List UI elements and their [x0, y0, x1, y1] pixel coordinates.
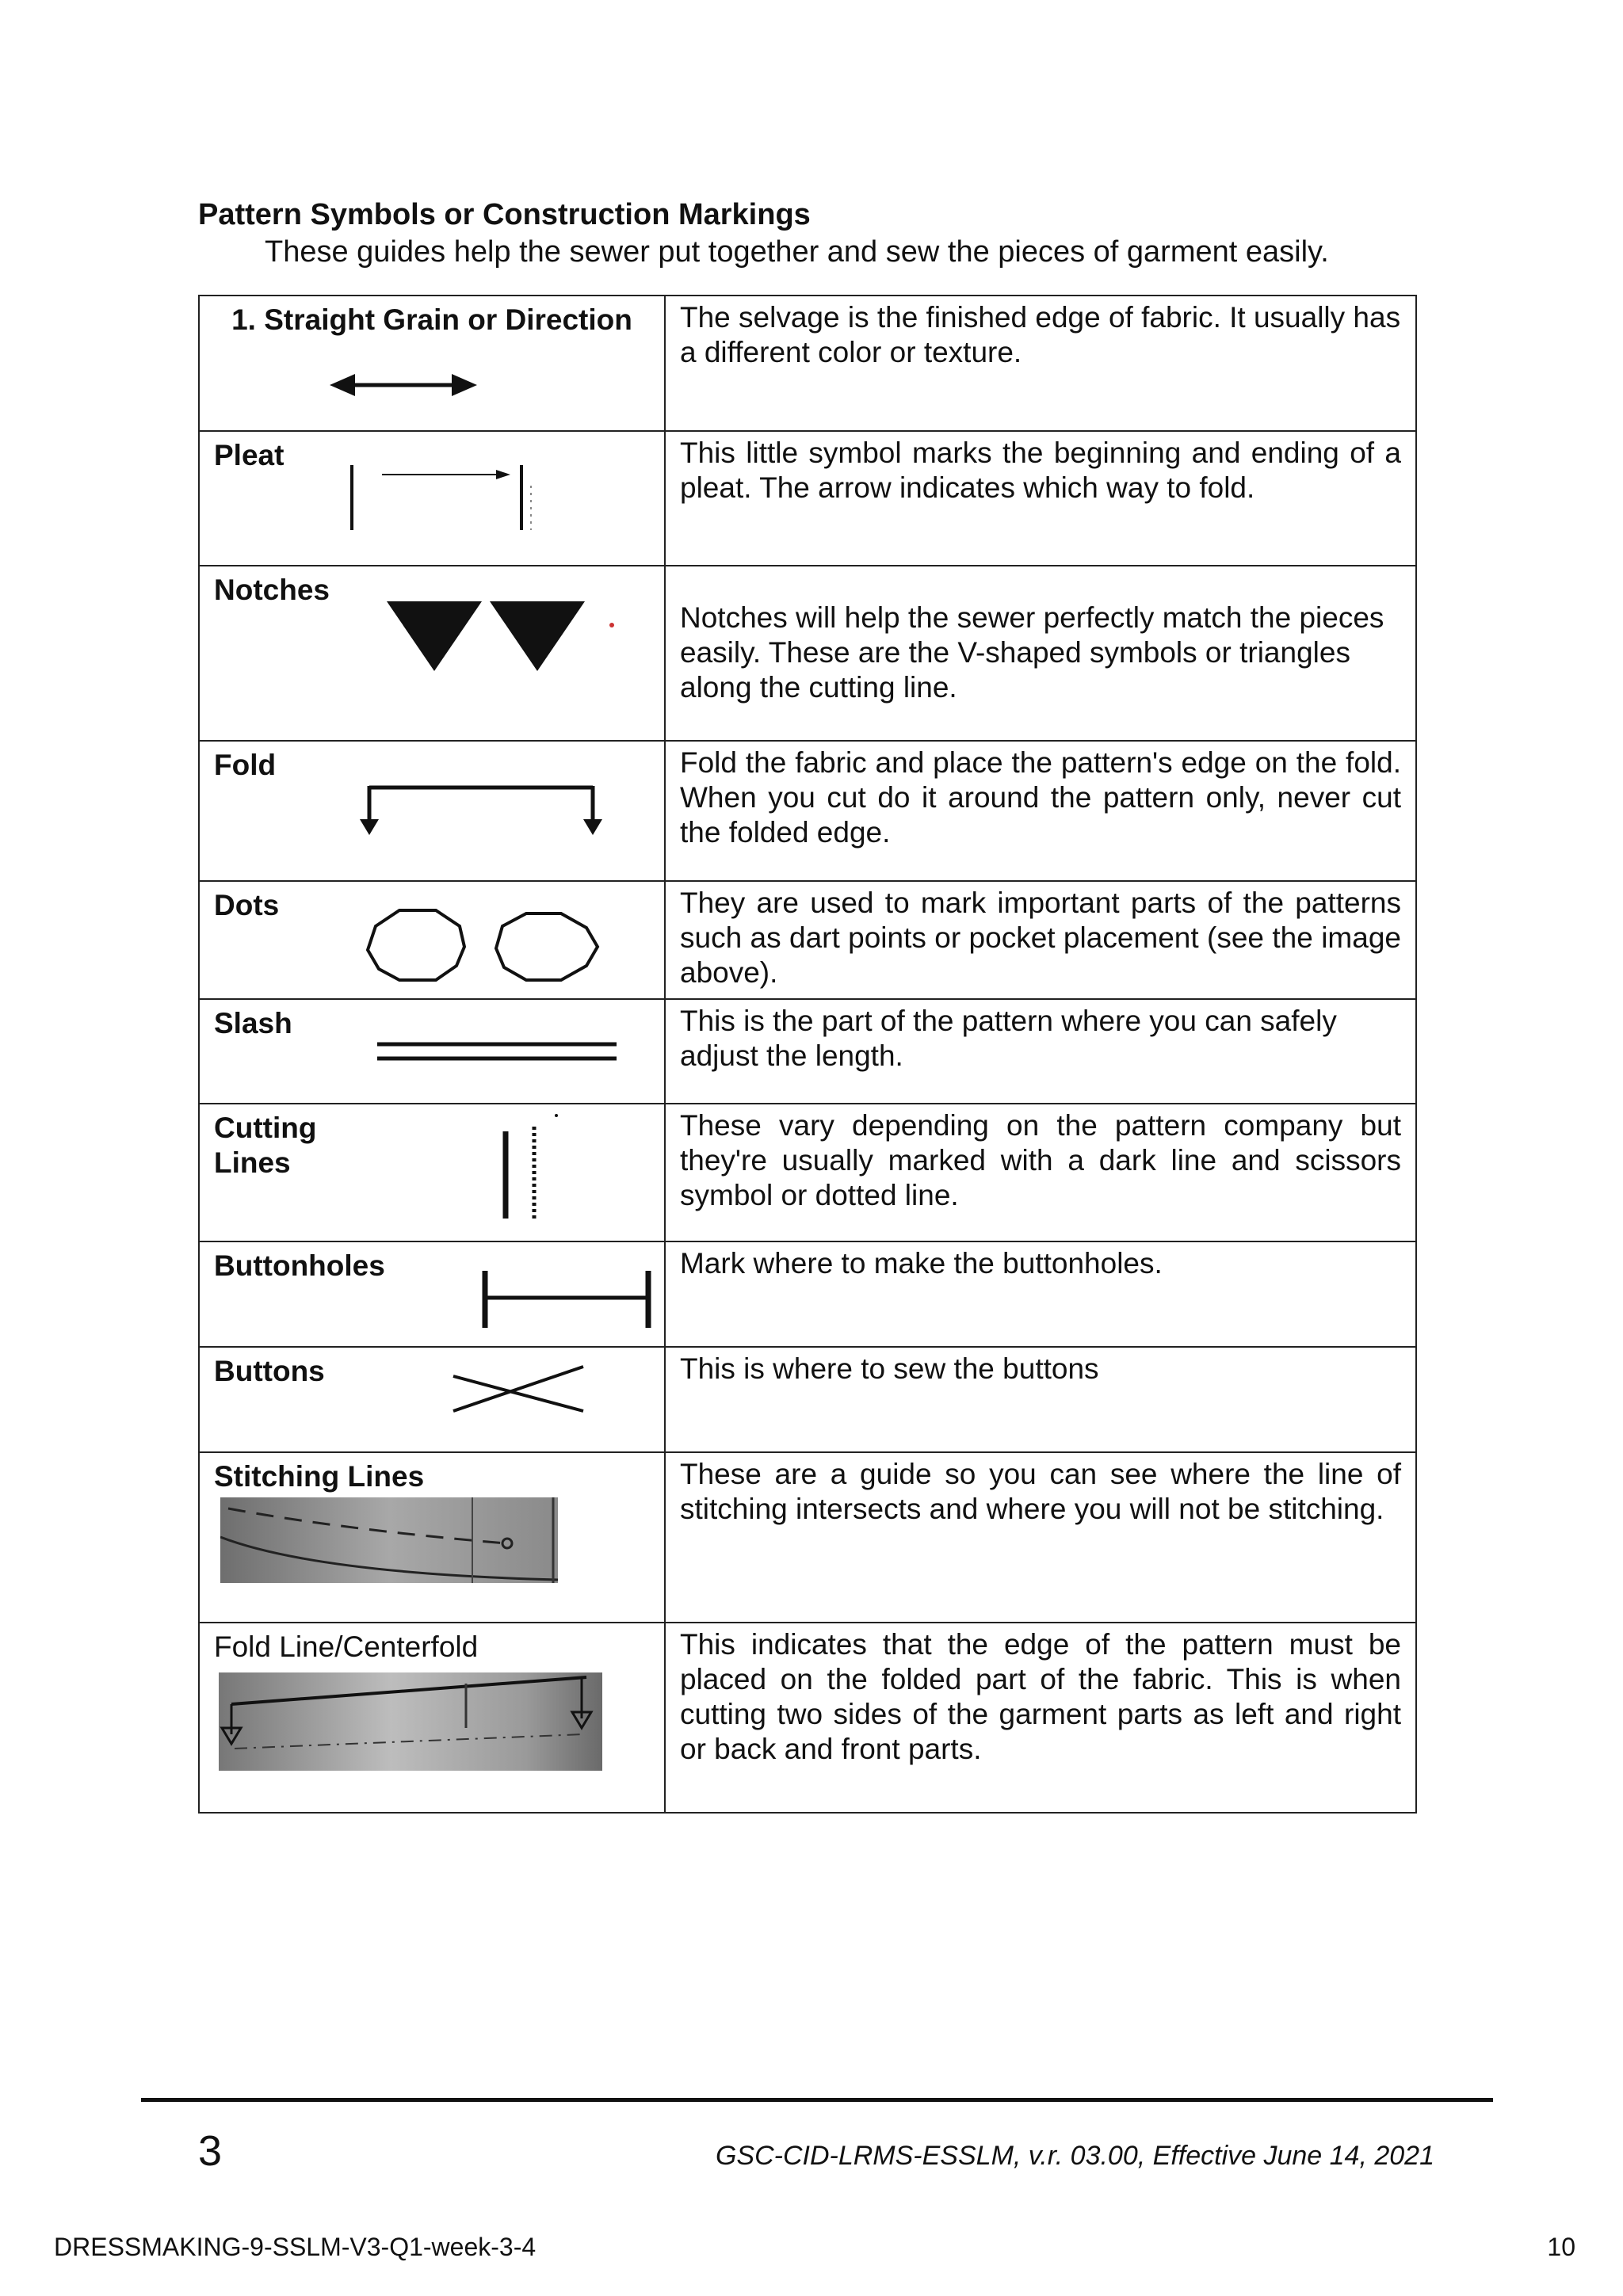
symbol-cell: [199, 1623, 665, 1813]
symbol-description: These vary depending on the pattern company but they're usually marked with a dark line and scissors symbol or dotted line.: [680, 1109, 1401, 1211]
slash-lines-icon: [374, 1036, 620, 1068]
description-cell: [665, 1104, 1416, 1241]
symbol-label: Fold: [214, 749, 277, 781]
symbol-description: This is where to sew the buttons: [680, 1352, 1099, 1385]
pattern-symbols-table: [198, 295, 1417, 1814]
symbol-label: Buttonholes: [214, 1249, 385, 1282]
symbol-label: Cutting Lines: [214, 1112, 317, 1179]
symbol-label: Buttons: [214, 1355, 325, 1387]
symbol-description: Mark where to make the buttonholes.: [680, 1247, 1163, 1280]
section-heading: Pattern Symbols or Construction Markings: [198, 198, 811, 231]
notch-triangles-icon: [382, 597, 620, 676]
footer-rule: [141, 2098, 1493, 2102]
table-row: [199, 1347, 1416, 1452]
symbol-label: 1. Straight Grain or Direction: [231, 303, 632, 336]
description-cell: [665, 1241, 1416, 1347]
fold-line-photo: [219, 1672, 602, 1771]
symbol-description: The selvage is the finished edge of fabric. It usually has a different color or texture.: [680, 301, 1401, 368]
symbol-cell: [199, 1241, 665, 1347]
description-cell: [665, 1347, 1416, 1452]
table-row: [199, 1241, 1416, 1347]
symbol-description: They are used to mark important parts of the patterns such as dart points or pocket placement (see the image above).: [680, 887, 1401, 989]
table-row: [199, 1104, 1416, 1241]
symbol-label: Notches: [214, 574, 330, 606]
double-arrow-icon: [328, 368, 479, 402]
table-row: [199, 741, 1416, 881]
symbol-cell: [199, 741, 665, 881]
symbol-cell: [199, 999, 665, 1104]
description-cell: [665, 881, 1416, 999]
symbol-cell: [199, 1104, 665, 1241]
description-cell: [665, 1452, 1416, 1623]
intro-text: These guides help the sewer put together and sew the pieces of garment easily.: [265, 235, 1329, 269]
symbol-label: Fold Line/Centerfold: [214, 1630, 479, 1663]
symbol-label: Dots: [214, 889, 280, 921]
button-cross-icon: [450, 1359, 586, 1417]
symbol-cell: [199, 1347, 665, 1452]
symbol-cell: [199, 431, 665, 566]
table-row: [199, 1623, 1416, 1813]
symbol-label: Slash: [214, 1007, 292, 1039]
symbol-description: This little symbol marks the beginning and ending of a pleat. The arrow indicates which way to fold.: [680, 437, 1401, 504]
description-cell: [665, 741, 1416, 881]
dots-circles-icon: [353, 902, 615, 990]
symbol-description: This indicates that the edge of the pattern must be placed on the folded part of the fabric. This is when cutting two sides of the garment parts as left and right or back and front parts.: [680, 1628, 1401, 1765]
table-row: [199, 1452, 1416, 1623]
symbol-description: Notches will help the sewer perfectly match the pieces easily. These are the V-shaped symbols or triangles along the cutting line.: [680, 601, 1384, 704]
table-row: [199, 566, 1416, 741]
table-row: [199, 296, 1416, 431]
symbol-cell: [199, 1452, 665, 1623]
description-cell: [665, 1623, 1416, 1813]
symbol-cell: [199, 881, 665, 999]
description-cell: [665, 296, 1416, 431]
fold-bracket-icon: [350, 773, 612, 845]
description-cell: [665, 431, 1416, 566]
page-number: 3: [198, 2127, 223, 2175]
document-name: DRESSMAKING-9-SSLM-V3-Q1-week-3-4: [54, 2233, 537, 2261]
stitching-lines-photo: [220, 1497, 558, 1583]
symbol-description: These are a guide so you can see where the line of stitching intersects and where you will not be stitching.: [680, 1458, 1401, 1525]
table-row: [199, 881, 1416, 999]
table-row: [199, 999, 1416, 1104]
symbol-cell: [199, 296, 665, 431]
sheet-number: 10: [1547, 2233, 1575, 2261]
symbol-description: This is the part of the pattern where you can safely adjust the length.: [680, 1005, 1337, 1072]
symbol-label: Pleat: [214, 439, 285, 471]
document-code: GSC-CID-LRMS-ESSLM, v.r. 03.00, Effective June 14, 2021: [715, 2141, 1434, 2171]
table-row: [199, 431, 1416, 566]
description-cell: [665, 999, 1416, 1104]
symbol-label: Stitching Lines: [214, 1460, 425, 1493]
pleat-arrow-icon: [347, 462, 545, 541]
description-cell: [665, 566, 1416, 741]
cutting-lines-icon: [479, 1109, 566, 1228]
symbol-description: Fold the fabric and place the pattern's edge on the fold. When you cut do it around the pattern only, never cut the folded edge.: [680, 746, 1401, 849]
symbol-cell: [199, 566, 665, 741]
buttonhole-icon: [479, 1266, 661, 1333]
